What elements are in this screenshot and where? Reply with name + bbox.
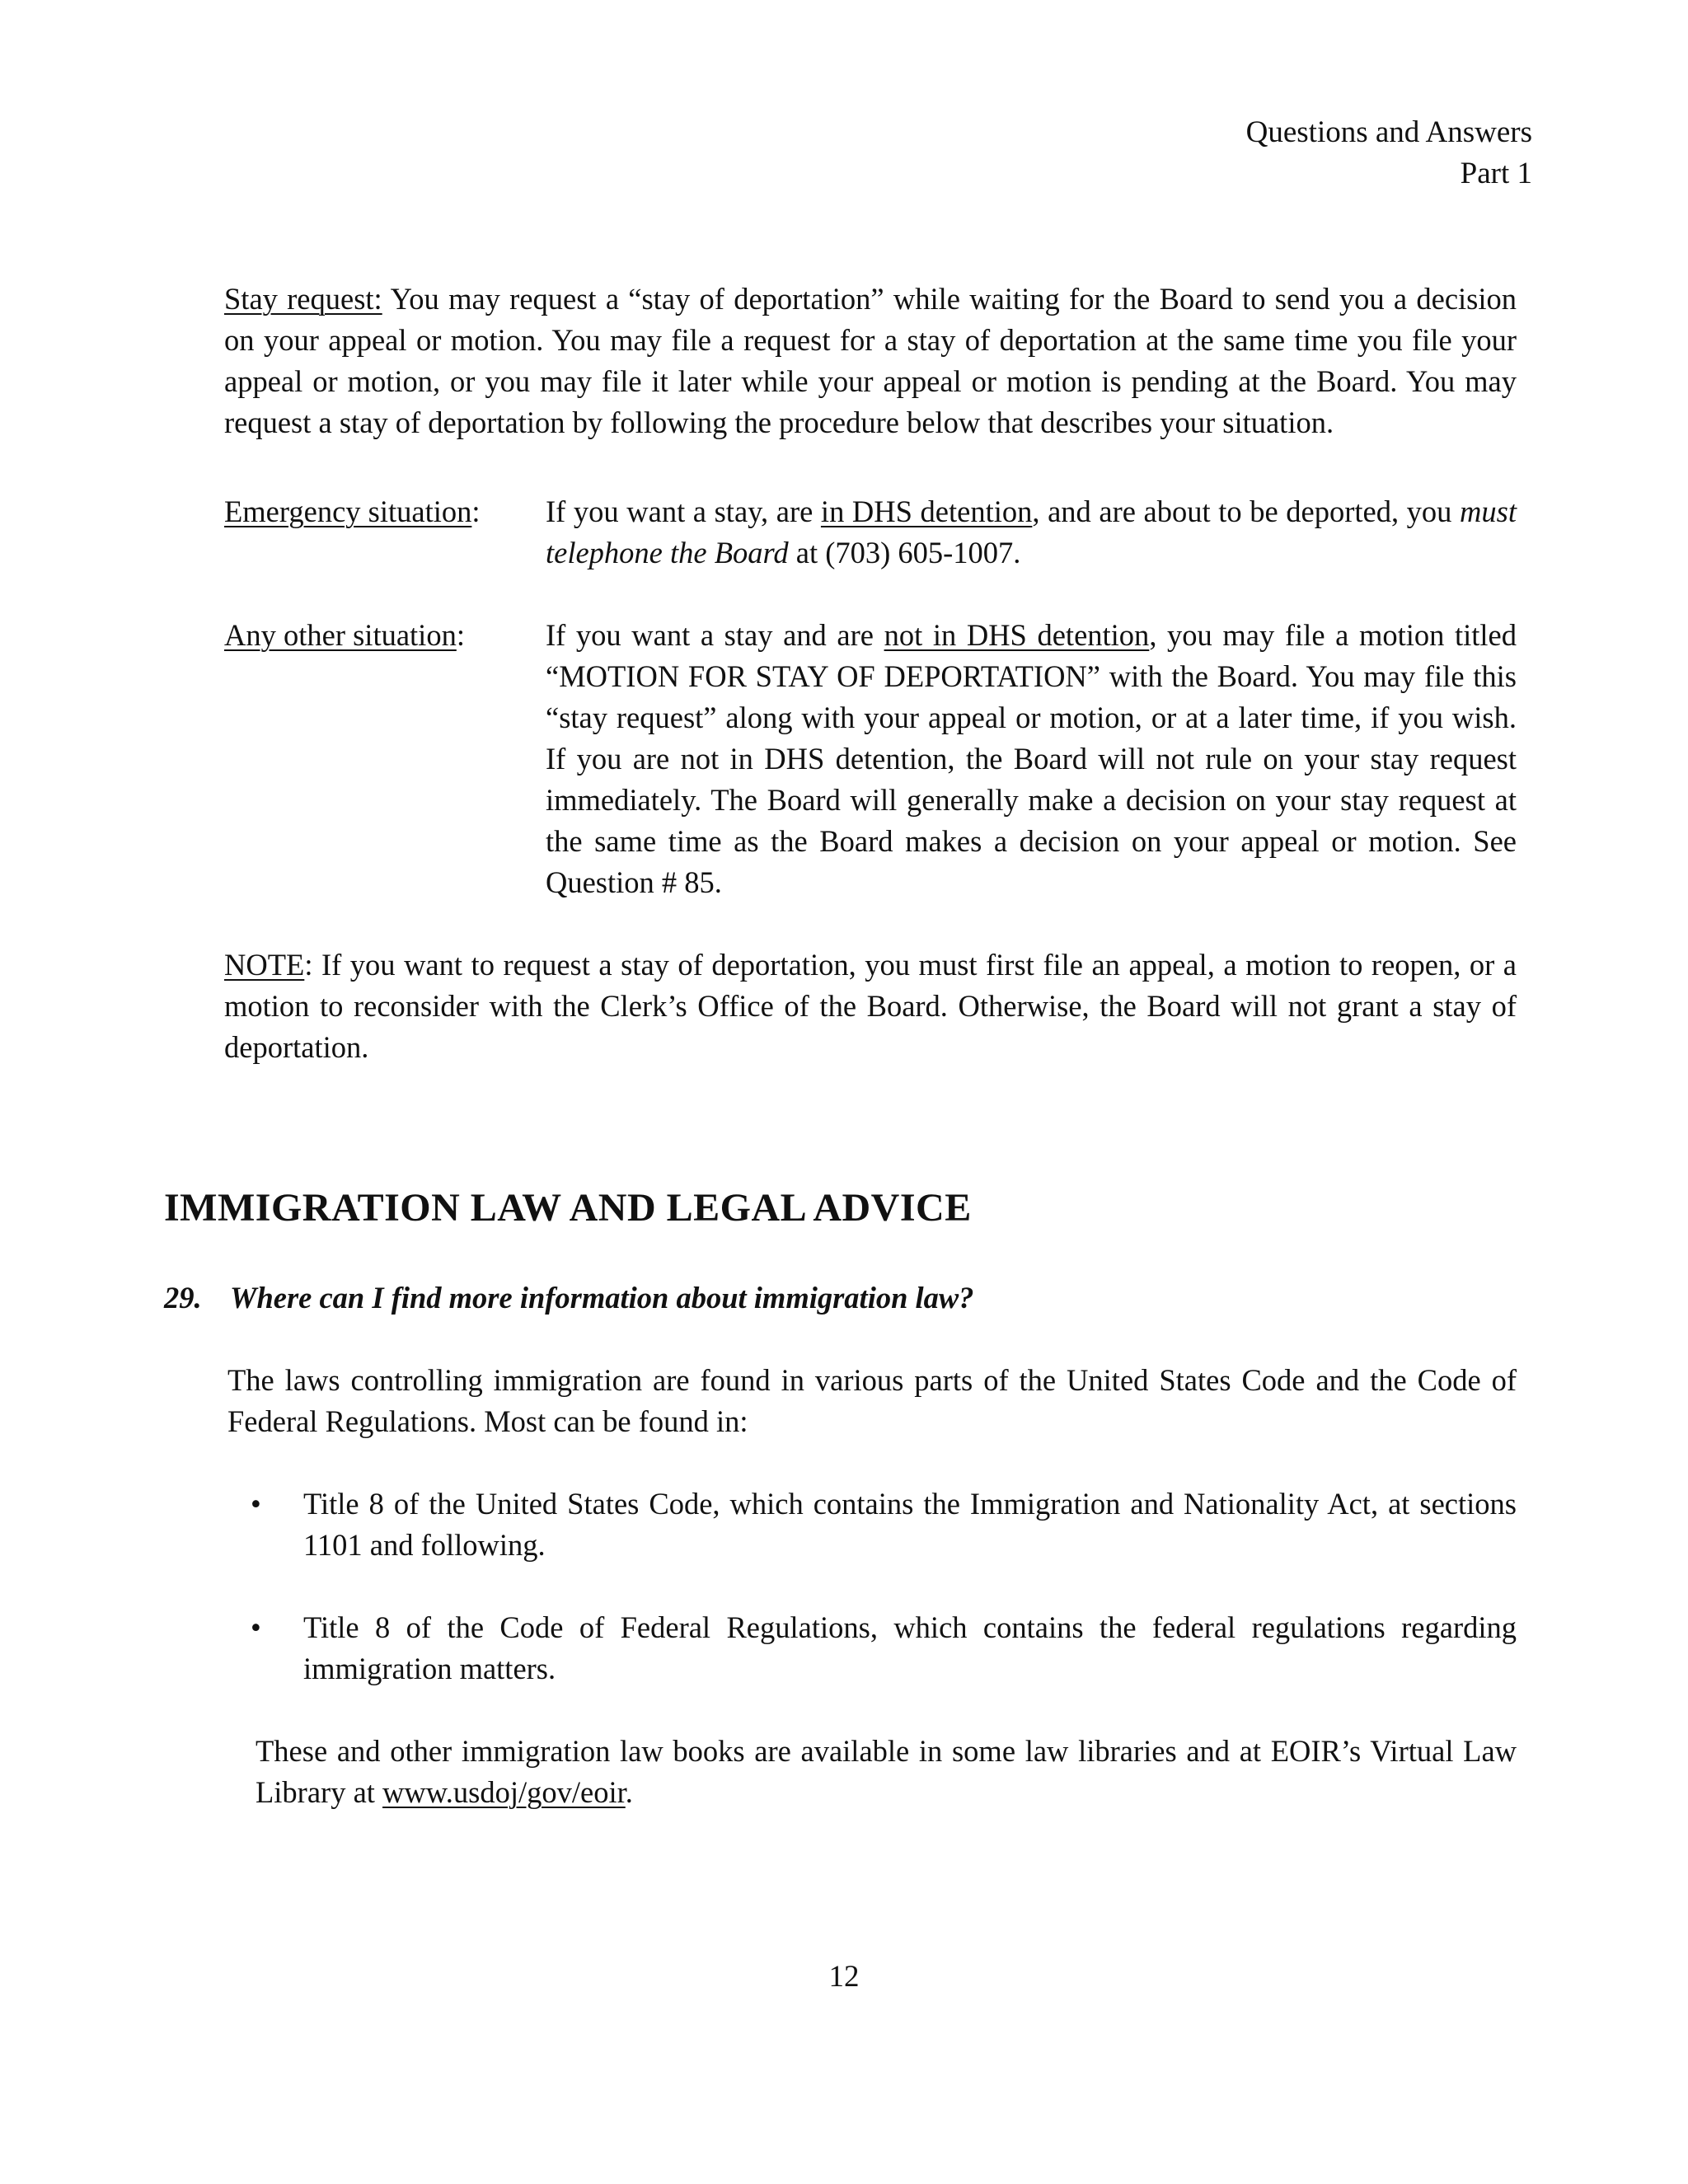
question-number: 29. bbox=[164, 1281, 202, 1315]
note-text: : If you want to request a stay of deportation, you must first file an appeal, a motion to reopen, or a motion to reconsider with the Clerk’s Office of the Board. Otherwise, the Board will not grant a stay of deportation. bbox=[224, 948, 1517, 1064]
stay-request-text: You may request a “stay of deportation” while waiting for the Board to send you a decision on your appeal or motion. You may file a request for a stay of deportation at the same time you file your appeal or motion, or you may file it later while your appeal or motion is pending at the Board. You may request a stay of deportation by following the procedure below that describes your situation. bbox=[224, 282, 1517, 439]
header-title: Questions and Answers bbox=[1245, 115, 1532, 149]
page-number: 12 bbox=[828, 1960, 860, 1994]
question-29 bbox=[164, 1277, 974, 1319]
in-dhs-detention: in DHS detention bbox=[820, 494, 1033, 528]
note-label: NOTE bbox=[224, 948, 305, 982]
stay-request-label: Stay request: bbox=[224, 282, 382, 316]
other-situation-label: Any other situation: bbox=[224, 618, 465, 652]
emergency-situation-text: If you want a stay, are in DHS detention, and are about to be deported, you must telephone the Board at (703) 605-1007. bbox=[546, 494, 1517, 569]
question-text: Where can I find more information about immigration law? bbox=[230, 1281, 974, 1315]
laws-paragraph: The laws controlling immigration are found in various parts of the United States Code and the Code of Federal Regulations. Most can be found in: bbox=[227, 1363, 1517, 1438]
bullet-item: Title 8 of the Code of Federal Regulations, which contains the federal regulations regarding immigration matters. bbox=[303, 1610, 1517, 1685]
must-telephone-board: must telephone the Board bbox=[546, 494, 1517, 569]
section-heading: IMMIGRATION LAW AND LEGAL ADVICE bbox=[164, 1186, 972, 1230]
other-situation-text: If you want a stay and are not in DHS detention, you may file a motion titled “MOTION FOR STAY OF DEPORTATION” with the Board. You may file this “stay request” along with your appeal or motion, or at a later time, if you wish. If you are not in DHS detention, the Board will not rule on your stay request immediately. The Board will generally make a decision on your stay request at the same time as the Board makes a decision on your appeal or motion. See Question # 85. bbox=[546, 618, 1517, 899]
bullet-icon: • bbox=[251, 1487, 261, 1521]
stay-request-paragraph bbox=[224, 279, 1517, 443]
bullet-icon: • bbox=[251, 1610, 261, 1644]
not-in-dhs-detention: not in DHS detention bbox=[884, 618, 1150, 652]
header-part: Part 1 bbox=[1460, 157, 1532, 190]
law-books-paragraph: These and other immigration law books are available in some law libraries and at EOIR’s Virtual Law Library at www.usdoj/gov/eoir. bbox=[256, 1734, 1517, 1809]
bullet-item: Title 8 of the United States Code, which contains the Immigration and Nationality Act, at sections 1101 and following. bbox=[303, 1487, 1517, 1562]
emergency-situation-label: Emergency situation: bbox=[224, 494, 481, 528]
page-header bbox=[1246, 112, 1532, 194]
note-paragraph bbox=[224, 944, 1517, 1068]
eoir-link[interactable]: www.usdoj/gov/eoir bbox=[382, 1775, 626, 1809]
